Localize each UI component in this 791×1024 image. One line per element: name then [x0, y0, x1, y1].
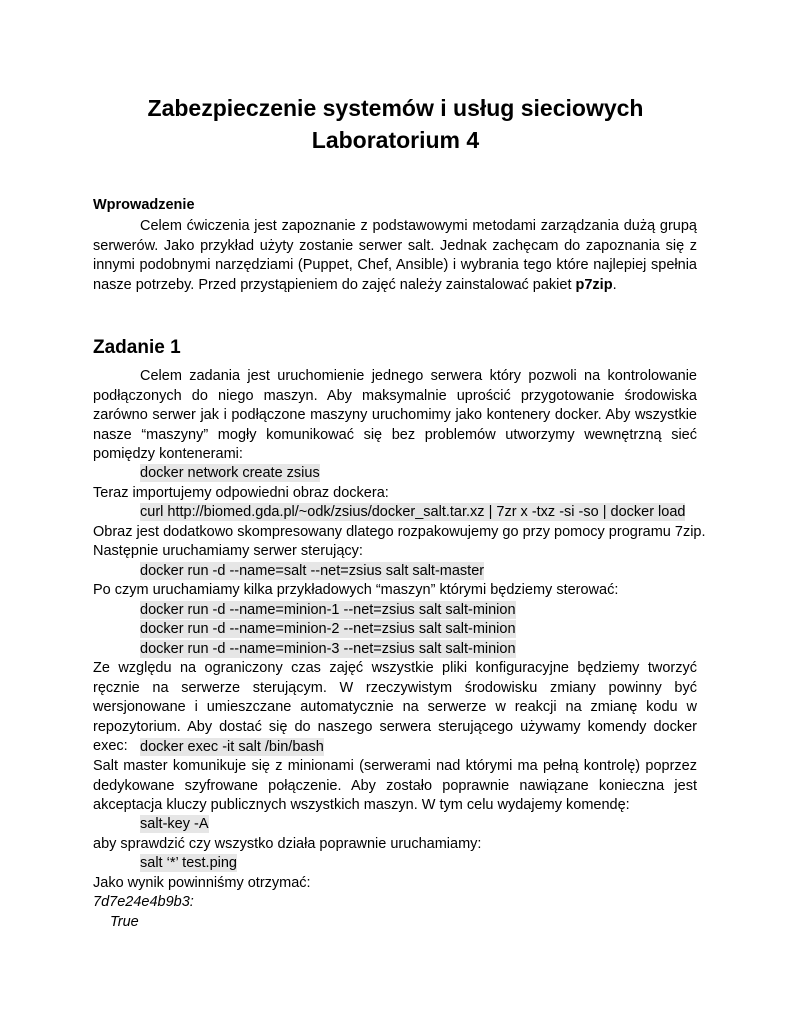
code-minion-2: [140, 620, 516, 640]
after-text: Po czym uruchamiamy kilka przykładowych “maszyn” którymi będziemy sterować:: [93, 582, 619, 598]
page-title: [0, 92, 791, 156]
intro-paragraph: [93, 217, 697, 295]
check-text: aby sprawdzić czy wszystko działa poprawnie uruchamiamy:: [93, 836, 482, 852]
code-minion-1-text: docker run -d --name=minion-1 --net=zsius salt salt-minion: [140, 602, 516, 618]
import-text: Teraz importujemy odpowiedni obraz dockera:: [93, 485, 389, 501]
intro-text: Celem ćwiczenia jest zapoznanie z podstawowymi metodami zarządzania dużą grupą serwerów. Jako przykład użyty zostanie serwer salt. Jednak zachęcam do zapoznania się z innymi podobnymi narzędziami (Puppet, Chef, Ansible) i wybrania tego które najlepiej spełnia nasze potrzeby. Przed przystąpieniem do zajęć należy zainstalować pakiet: [93, 218, 697, 293]
code-master: [140, 562, 484, 582]
code-exec: [140, 738, 324, 758]
package-name: p7zip: [575, 276, 613, 293]
task1-para1-text: Celem zadania jest uruchomienie jednego serwera który pozwoli na kontrolowanie podłączonych do niego maszyn. Aby maksymalnie uprościć przygotowanie środowiska zarówno serwer jak i podłączone maszyny uruchomimy jako kontenery docker. Aby wszystkie nasze “maszyny” mogły komunikować się bez problemów utworzymy wewnętrzną sieć pomiędzy kontenerami:: [93, 368, 697, 463]
code-salt-key-text: salt-key -A: [140, 816, 209, 832]
result-text: Jako wynik powinniśmy otrzymać:: [93, 875, 311, 891]
code-exec-text: docker exec -it salt /bin/bash: [140, 739, 324, 755]
task1-paragraph-1: [93, 367, 697, 465]
intro-end: .: [612, 276, 617, 293]
code-minion-2-text: docker run -d --name=minion-2 --net=zsius salt salt-minion: [140, 621, 516, 637]
code-test-ping-text: salt ‘*’ test.ping: [140, 855, 237, 871]
next-text: Następnie uruchamiamy serwer sterujący:: [93, 543, 363, 559]
code-minion-1: [140, 601, 516, 621]
code-minion-3: [140, 640, 516, 660]
code-curl: [140, 503, 685, 523]
intro-heading: Wprowadzenie: [93, 197, 195, 213]
output-minion-id: 7d7e24e4b9b3:: [93, 894, 194, 910]
title-line-2: Laboratorium 4: [311, 127, 480, 153]
task1-paragraph-3: Salt master komunikuje się z minionami (serwerami nad którymi ma pełną kontrolę) poprzez dedykowane szyfrowane połączenie. Aby zostało poprawnie nawiązane konieczna jest akceptacja kluczy publicznych wszystkich maszyn. W tym celu wydajemy komendę:: [93, 758, 697, 814]
task1-heading: Zadanie 1: [93, 337, 181, 358]
code-minion-3-text: docker run -d --name=minion-3 --net=zsius salt salt-minion: [140, 641, 516, 657]
code-network-text: docker network create zsius: [140, 465, 320, 481]
title-line-1: Zabezpieczenie systemów i usług sieciowych: [147, 95, 644, 121]
compressed-text: Obraz jest dodatkowo skompresowany dlatego rozpakowujemy go przy pomocy programu 7zip.: [93, 524, 706, 540]
code-test-ping: [140, 854, 237, 874]
code-network-create: [140, 464, 320, 484]
code-salt-key: [140, 815, 209, 835]
output-value: True: [110, 914, 139, 930]
code-master-text: docker run -d --name=salt --net=zsius salt salt-master: [140, 563, 485, 579]
task1-paragraph-2: Ze względu na ograniczony czas zajęć wszystkie pliki konfiguracyjne będziemy tworzyć ręcznie na serwerze sterującym. W rzeczywistym środowisku zmiany powinny być wersjonowane i umieszczane automatycznie na serwerze w reakcji na zmianę kodu w repozytorium. Aby dostać się do naszego serwera sterującego używamy komendy docker exec:: [93, 660, 697, 755]
code-curl-text: curl http://biomed.gda.pl/~odk/zsius/docker_salt.tar.xz | 7zr x -txz -si -so | docker load: [140, 504, 686, 520]
